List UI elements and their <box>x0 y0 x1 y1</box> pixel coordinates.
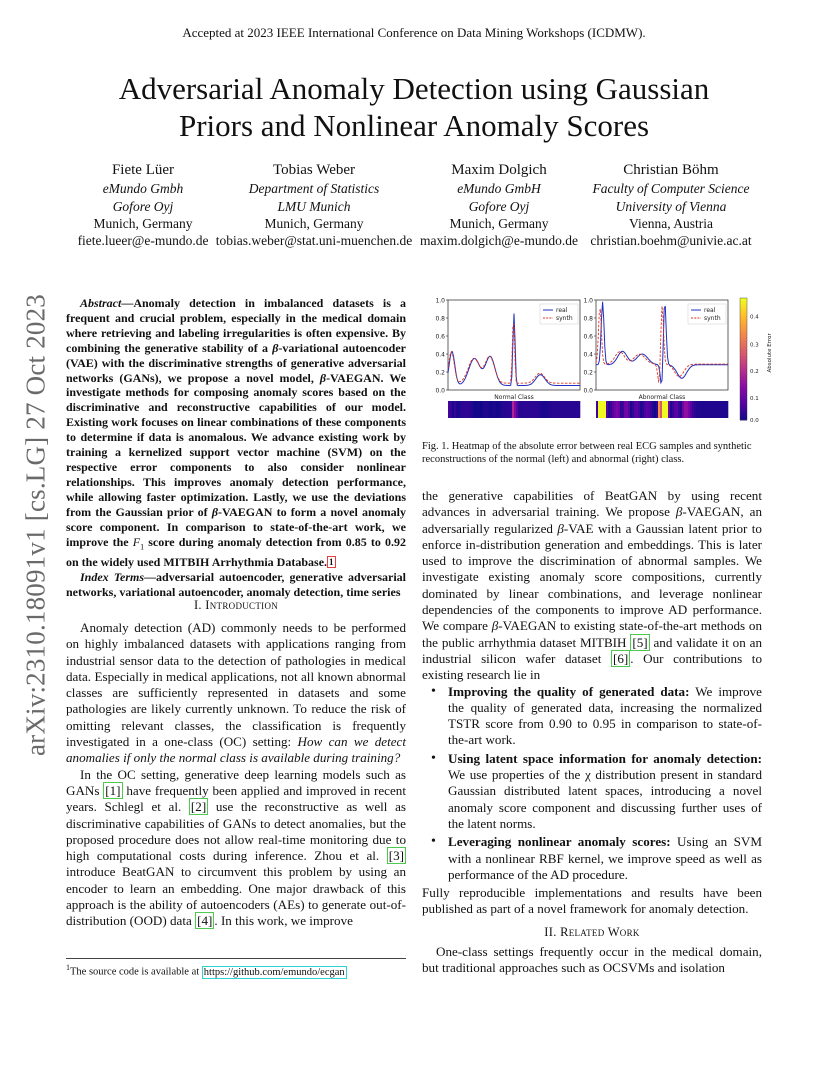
y-tick-label: 1.0 <box>583 297 593 305</box>
y-tick-label: 0.8 <box>435 315 445 323</box>
heatmap-cell <box>720 401 722 418</box>
paragraph-text: . In this work, we improve <box>214 913 353 929</box>
colorbar-tick-label: 0.3 <box>750 342 759 349</box>
f1-subscript: 1 <box>140 541 145 551</box>
heatmap-cell <box>660 401 662 418</box>
heatmap-cell <box>604 401 606 418</box>
section-number: I. <box>193 598 202 612</box>
y-tick-label: 0.2 <box>435 369 445 377</box>
heatmap-cell <box>658 401 660 418</box>
colorbar-segment <box>740 380 747 383</box>
heatmap-cell <box>454 401 456 418</box>
colorbar-segment <box>740 356 747 359</box>
heatmap-cell <box>458 401 460 418</box>
x-axis-label: Normal Class <box>494 394 534 401</box>
heatmap-cell <box>564 401 566 418</box>
heatmap-cell <box>612 401 614 418</box>
colorbar-segment <box>740 402 747 405</box>
heatmap-cell <box>562 401 564 418</box>
contribution-text: Using an SVM with a nonlinear RBF kernel, we improve speed as well as performance of the AD procedure. <box>448 834 763 882</box>
paragraph-text: -VAEGAN, an adversarially regularized <box>422 504 762 536</box>
colorbar-tick-label: 0.2 <box>750 369 759 376</box>
section-title: Related Work <box>560 924 640 939</box>
citation-link[interactable]: [2] <box>190 799 207 815</box>
colorbar-segment <box>740 347 747 350</box>
beta-symbol: β <box>211 504 218 519</box>
author-email: maxim.dolgich@e-mundo.de <box>420 233 578 249</box>
heatmap-cell <box>668 401 670 418</box>
plot-abnormal-class <box>583 298 728 419</box>
heatmap-cell <box>654 401 656 418</box>
y-tick-label: 0.0 <box>435 387 445 395</box>
plot-normal-class <box>435 298 580 419</box>
heatmap-cell <box>510 401 512 418</box>
heatmap-cell <box>644 401 646 418</box>
paragraph-text: have frequently been applied and improved in recent years. Schlegl et al. <box>66 782 406 815</box>
heatmap-cell <box>702 401 704 418</box>
colorbar-segment <box>740 408 747 411</box>
heatmap-cell <box>466 401 468 418</box>
heatmap-cell <box>600 401 602 418</box>
colorbar-segment <box>740 350 747 353</box>
heatmap-cell <box>688 401 690 418</box>
f1-symbol: F <box>132 534 141 549</box>
contribution-text: We improve the quality of generated data, increasing the normalized TSTR score from 0.90 to 0.95 in comparison to state-of-the-art work. <box>448 683 762 748</box>
heatmap-cell <box>556 401 558 418</box>
colorbar-segment <box>740 313 747 316</box>
footnote-text: The source code is available at <box>70 966 202 978</box>
colorbar-segment <box>740 304 747 307</box>
paragraph-text: In the OC setting, generative deep learning models such as GANs <box>66 766 406 798</box>
heatmap-cell <box>472 401 474 418</box>
heatmap-cell <box>568 401 570 418</box>
heatmap-cell <box>476 401 478 418</box>
heatmap-cell <box>542 401 544 418</box>
author-email: tobias.weber@stat.uni-muenchen.de <box>215 233 413 249</box>
colorbar-segment <box>740 362 747 365</box>
heatmap-cell <box>578 401 580 418</box>
heatmap-cell <box>576 401 578 418</box>
heatmap-cell <box>722 401 724 418</box>
author-affiliation: eMundo Gmbh <box>102 181 184 197</box>
heatmap-cell <box>700 401 702 418</box>
y-tick-label: 0.6 <box>435 333 445 341</box>
heatmap-cell <box>640 401 642 418</box>
footnote <box>66 958 406 978</box>
conference-note: Accepted at 2023 IEEE International Conference on Data Mining Workshops (ICDMW). <box>182 25 646 40</box>
heatmap-cell <box>520 401 522 418</box>
colorbar-segment <box>740 386 747 389</box>
section-heading-introduction <box>66 598 406 613</box>
author-location: Munich, Germany <box>264 215 364 231</box>
heatmap-cell <box>694 401 696 418</box>
heatmap-cell <box>504 401 506 418</box>
heatmap-cell <box>680 401 682 418</box>
abstract-text: -VAEGAN to form a novel anomaly score component. In comparison to state-of-the-art work, we improve the <box>66 504 406 549</box>
heatmap-cell <box>464 401 466 418</box>
contribution-title: Leveraging nonlinear anomaly scores: <box>448 834 671 850</box>
y-tick-label: 0.0 <box>583 387 593 395</box>
list-item <box>448 751 762 832</box>
heatmap-cell <box>566 401 568 418</box>
heatmap-cell <box>536 401 538 418</box>
section-number: II. <box>544 924 557 939</box>
contribution-title: Improving the quality of generated data: <box>448 683 690 699</box>
heatmap-cell <box>480 401 482 418</box>
heatmap-cell <box>626 401 628 418</box>
heatmap-cell <box>672 401 674 418</box>
heatmap-cell <box>708 401 710 418</box>
heatmap-cell <box>628 401 630 418</box>
x-axis-label: Abnormal Class <box>638 394 686 401</box>
author-block-1 <box>60 162 226 249</box>
figure-caption: Fig. 1. Heatmap of the absolute error between real ECG samples and synthetic reconstructions of the normal (left) and abnormal (right) class. <box>422 441 752 465</box>
section-heading-related-work <box>422 924 762 940</box>
heatmap-cell <box>490 401 492 418</box>
heatmap-cell <box>662 401 664 418</box>
heatmap-cell <box>726 401 728 418</box>
heatmap-cell <box>608 401 610 418</box>
heatmap-cell <box>560 401 562 418</box>
heatmap-cell <box>602 401 604 418</box>
colorbar-segment <box>740 390 747 393</box>
heatmap-cell <box>678 401 680 418</box>
citation-link[interactable]: [6] <box>612 650 629 666</box>
heatmap-cell <box>666 401 668 418</box>
heatmap-cell <box>706 401 708 418</box>
heatmap-cell <box>540 401 542 418</box>
heatmap-cell <box>690 401 692 418</box>
legend-label-real: real <box>704 307 716 314</box>
legend-label-synth: synth <box>556 315 573 322</box>
heatmap-cell <box>496 401 498 418</box>
heatmap-cell <box>692 401 694 418</box>
y-tick-label: 1.0 <box>435 297 445 305</box>
title-line-2: Priors and Nonlinear Anomaly Scores <box>178 108 650 143</box>
author-name: Maxim Dolgich <box>451 162 547 178</box>
paragraph-text: and validate it on an industrial silicon wafer dataset <box>422 634 762 666</box>
heatmap-cell <box>622 401 624 418</box>
heatmap-cell <box>482 401 484 418</box>
heatmap-cell <box>488 401 490 418</box>
colorbar-segment <box>740 396 747 399</box>
heatmap-cell <box>502 401 504 418</box>
colorbar-tick-label: 0.1 <box>750 396 759 403</box>
heatmap-cell <box>552 401 554 418</box>
colorbar-segment <box>740 353 747 356</box>
author-location: Munich, Germany <box>93 215 193 231</box>
paragraph-text: -VAE with a Gaussian latent prior to enforce in-distribution generation and embeddings. This is later used to improve the discrimination of abnormal samples. We investigate existing anomaly score compositions, currently dominated by linear combinations, and leverage nonlinear dependencies of the components to improve AD performance. We compare <box>422 520 762 634</box>
heatmap-cell <box>598 401 600 418</box>
right-column-body <box>422 488 762 977</box>
abstract-text: —Anomaly detection in imbalanced datasets is a frequent and crucial problem, especially in the medical domain where retrieving and labeling irregularities is often expensive. By combining the generative stability of a <box>66 296 406 355</box>
contribution-title: Using latent space information for anomaly detection: <box>448 750 762 766</box>
figure-1 <box>420 292 773 430</box>
colorbar-segment <box>740 377 747 380</box>
colorbar-segment <box>740 383 747 386</box>
heatmap-cell <box>646 401 648 418</box>
beta-symbol: β <box>319 370 327 385</box>
heatmap-cell <box>448 401 450 418</box>
index-terms-text: —adversarial autoencoder, generative adversarial networks, variational autoencoder, anomaly detection, time series <box>66 569 406 599</box>
heatmap-cell <box>634 401 636 418</box>
heatmap-cell <box>558 401 560 418</box>
heatmap-cell <box>638 401 640 418</box>
heatmap-cell <box>614 401 616 418</box>
author-affiliation: Gofore Oyj <box>468 198 530 214</box>
heatmap-cell <box>636 401 638 418</box>
citation-link[interactable]: [5] <box>632 634 648 650</box>
heatmap-cell <box>526 401 528 418</box>
abstract <box>66 296 406 600</box>
heatmap-cell <box>664 401 666 418</box>
heatmap-cell <box>712 401 714 418</box>
heatmap-cell <box>698 401 700 418</box>
colorbar-tick-label: 0.0 <box>750 418 759 424</box>
heatmap-cell <box>716 401 718 418</box>
list-item <box>448 834 762 883</box>
heatmap-cell <box>468 401 470 418</box>
author-block-2 <box>212 162 416 249</box>
colorbar-segment <box>740 393 747 396</box>
heatmap-cell <box>492 401 494 418</box>
heatmap-cell <box>632 401 634 418</box>
abstract-label: Abstract <box>80 296 122 310</box>
heatmap-cell <box>460 401 462 418</box>
heatmap-cell <box>648 401 650 418</box>
heatmap-cell <box>596 401 598 418</box>
abstract-text: -variational autoencoder (VAE) with the discriminative strengths of generative adversarial networks (GANs), we propose a novel model, <box>66 340 406 385</box>
section-title: Introduction <box>205 598 279 612</box>
heatmap-cell <box>544 401 546 418</box>
y-tick-label: 0.2 <box>583 369 593 377</box>
heatmap-cell <box>500 401 502 418</box>
heatmap-cell <box>462 401 464 418</box>
heatmap-cell <box>494 401 496 418</box>
author-name: Fiete Lüer <box>111 162 175 178</box>
heatmap-cell <box>630 401 632 418</box>
heatmap-cell <box>572 401 574 418</box>
author-block-4 <box>584 162 758 249</box>
footnote-mark: 1 <box>66 963 70 972</box>
abstract-text: -VAEGAN. We investigate methods for composing anomaly scores based on the discriminative and reconstructive capabilities of our model. Existing work focuses on linear combinations of these components to determine if data is anomalous. We advance existing work by training a kernelized support vector machine (SVM) on the respective error components to also consider nonlinear relationships. This improves anomaly detection performance, while allowing faster optimization. Lastly, we use the deviations from the Gaussian prior of <box>66 370 406 519</box>
colorbar-tick-label: 0.4 <box>750 314 759 321</box>
paragraph-text: Anomaly detection (AD) commonly needs to be performed on highly imbalanced datasets with applications ranging from industrial sensor data to the detection of pathologies in medical data. Especially in medical applications, not all known abnormal classes are sufficiently represented in datasets and some pathologies are likely currently unknown. To reduce the risk of omitting relevant classes, the classification is frequently investigated in a one-class (OC) setting: <box>66 620 406 750</box>
research-question: How can we detect anomalies if only the normal class is available during training? <box>66 734 406 766</box>
abstract-text: score during anomaly detection from 0.85 to 0.92 on the widely used MITBIH Arrhythmia Database. <box>66 534 407 569</box>
colorbar-segment <box>740 374 747 377</box>
heatmap-cell <box>618 401 620 418</box>
colorbar-segment <box>740 335 747 338</box>
heatmap-cell <box>534 401 536 418</box>
paragraph-text: One-class settings frequently occur in the medical domain, but traditional approaches such as OCSVMs and isolation <box>422 944 762 976</box>
heatmap-cell <box>524 401 526 418</box>
heatmap-cell <box>484 401 486 418</box>
author-affiliation: LMU Munich <box>277 198 351 214</box>
colorbar-segment <box>740 301 747 304</box>
heatmap-cell <box>532 401 534 418</box>
colorbar-segment <box>740 319 747 322</box>
colorbar-segment <box>740 414 747 417</box>
heatmap-cell <box>512 401 514 418</box>
colorbar <box>740 298 773 424</box>
beta-symbol: β <box>491 618 499 634</box>
author-affiliation: Gofore Oyj <box>112 198 174 214</box>
heatmap-cell <box>506 401 508 418</box>
heatmap-cell <box>550 401 552 418</box>
heatmap-cell <box>686 401 688 418</box>
heatmap-cell <box>620 401 622 418</box>
paragraph-text: introduce BeatGAN to circumvent this problem by using an encoder to learn an embedding. One major drawback of this approach is the ability of autoencoders (AEs) to generate out-of-distribution (OOD) data <box>66 864 406 929</box>
colorbar-segment <box>740 310 747 313</box>
contribution-text: We use properties of the χ distribution present in standard Gaussian distributed latent spaces, introducing a novel anomaly score component and discussing further uses of the latent norms. <box>448 767 762 831</box>
heatmap-cell <box>724 401 726 418</box>
y-tick-label: 0.4 <box>435 351 445 359</box>
heatmap-cell <box>478 401 480 418</box>
heatmap-cell <box>474 401 476 418</box>
colorbar-segment <box>740 322 747 325</box>
y-tick-label: 0.4 <box>583 351 593 359</box>
colorbar-segment <box>740 307 747 310</box>
heatmap-cell <box>610 401 612 418</box>
arxiv-stamp: arXiv:2310.18091v1 [cs.LG] 27 Oct 2023 <box>20 293 51 757</box>
colorbar-segment <box>740 298 747 301</box>
beta-symbol: β <box>557 520 564 536</box>
heatmap-cell <box>530 401 532 418</box>
paragraph-text: -VAEGAN to existing state-of-the-art methods on the public arrhythmia dataset MITBIH <box>422 618 762 650</box>
beta-symbol: β <box>272 340 279 355</box>
heatmap-cell <box>456 401 458 418</box>
author-location: Vienna, Austria <box>629 215 713 231</box>
title-line-1: Adversarial Anomaly Detection using Gaussian <box>118 71 710 106</box>
heatmap-cell <box>674 401 676 418</box>
heatmap-cell <box>554 401 556 418</box>
citation-link[interactable]: [3] <box>388 848 404 864</box>
heatmap-cell <box>546 401 548 418</box>
heatmap-cell <box>714 401 716 418</box>
heatmap-cell <box>670 401 672 418</box>
colorbar-label: Absolute Error <box>767 333 773 373</box>
y-tick-label: 0.8 <box>583 315 593 323</box>
author-location: Munich, Germany <box>449 215 549 231</box>
author-affiliation: eMundo GmbH <box>457 181 541 197</box>
heatmap-cell <box>704 401 706 418</box>
heatmap-cell <box>538 401 540 418</box>
colorbar-segment <box>740 338 747 341</box>
list-item <box>448 684 762 749</box>
heatmap-cell <box>676 401 678 418</box>
paragraph-text: use the reconstructive as well as discriminative capabilities of GANs to detect anomalies, but the proposed procedure does not allow real-time monitoring due to high computational costs during inference. Zhou et al. <box>66 799 406 864</box>
heatmap-cell <box>498 401 500 418</box>
author-email: fiete.lueer@e-mundo.de <box>77 233 209 249</box>
introduction-body <box>66 620 406 930</box>
paragraph-text: Fully reproducible implementations and results have been published as part of a novel framework for anomaly detection. <box>422 885 762 917</box>
citation-link[interactable]: [1] <box>105 782 121 798</box>
paragraph-text: . Our contributions to existing research lie in <box>422 650 762 683</box>
author-affiliation: Department of Statistics <box>248 181 380 197</box>
beta-symbol: β <box>675 504 683 520</box>
colorbar-segment <box>740 341 747 344</box>
citation-link[interactable]: [4] <box>197 913 213 929</box>
colorbar-segment <box>740 405 747 408</box>
author-block-3 <box>414 162 584 249</box>
heatmap-cell <box>656 401 658 418</box>
colorbar-segment <box>740 399 747 402</box>
y-tick-label: 0.6 <box>583 333 593 341</box>
contributions-list <box>422 684 762 884</box>
heatmap-cell <box>522 401 524 418</box>
author-name: Christian Böhm <box>623 162 719 178</box>
heatmap-cell <box>710 401 712 418</box>
heatmap-cell <box>528 401 530 418</box>
heatmap-cell <box>652 401 654 418</box>
paper-title <box>40 70 788 144</box>
colorbar-segment <box>740 411 747 414</box>
colorbar-segment <box>740 359 747 362</box>
legend-label-synth: synth <box>704 315 721 322</box>
footnote-ref[interactable]: 1 <box>329 556 334 567</box>
heatmap-cell <box>696 401 698 418</box>
heatmap-cell <box>650 401 652 418</box>
colorbar-segment <box>740 325 747 328</box>
author-affiliation: University of Vienna <box>615 198 727 214</box>
heatmap-cell <box>624 401 626 418</box>
heatmap-cell <box>508 401 510 418</box>
colorbar-segment <box>740 316 747 319</box>
index-terms-label: Index Terms <box>80 569 145 584</box>
heatmap-cell <box>642 401 644 418</box>
heatmap-cell <box>486 401 488 418</box>
colorbar-segment <box>740 371 747 374</box>
heatmap-cell <box>570 401 572 418</box>
legend-label-real: real <box>556 307 568 314</box>
heatmap-cell <box>574 401 576 418</box>
colorbar-segment <box>740 365 747 368</box>
author-affiliation: Faculty of Computer Science <box>592 181 750 197</box>
colorbar-segment <box>740 332 747 335</box>
author-name: Tobias Weber <box>272 162 356 178</box>
heatmap-cell <box>470 401 472 418</box>
author-email: christian.boehm@univie.ac.at <box>590 233 752 249</box>
heatmap-cell <box>516 401 518 418</box>
colorbar-segment <box>740 344 747 347</box>
heatmap-cell <box>514 401 516 418</box>
heatmap-cell <box>718 401 720 418</box>
heatmap-cell <box>684 401 686 418</box>
source-code-link[interactable]: https://github.com/emundo/ecgan <box>203 966 345 978</box>
paragraph-text: the generative capabilities of BeatGAN by using recent advances in adversarial training. We propose <box>422 488 762 520</box>
colorbar-segment <box>740 368 747 371</box>
heatmap-cell <box>606 401 608 418</box>
heatmap-cell <box>518 401 520 418</box>
colorbar-segment <box>740 329 747 332</box>
heatmap-cell <box>616 401 618 418</box>
heatmap-cell <box>548 401 550 418</box>
heatmap-cell <box>450 401 452 418</box>
heatmap-cell <box>452 401 454 418</box>
heatmap-cell <box>682 401 684 418</box>
